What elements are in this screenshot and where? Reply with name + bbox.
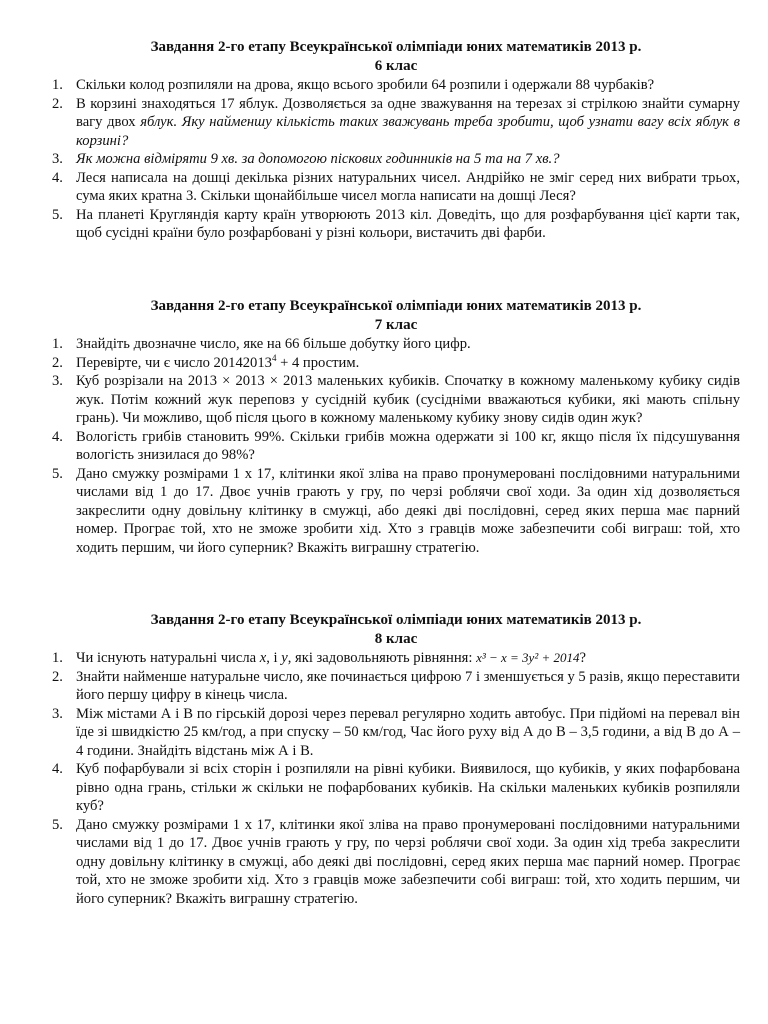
task-list [52,335,740,557]
task-text: В корзині знаходяться 17 яблук. Дозволяється за одне зважування на терезах зі стрілкою знайти сумарну вагу двох [76,95,740,130]
task-item [52,372,740,428]
grade-heading: 7 клас [374,317,418,333]
task-text: Леся написала на дошці декілька різних натуральних чисел. Андрійко не зміг серед них вибрати трьох, сума яких кратна 3. Скільки щонайбільше чисел могла написати на дошці Леся? [76,169,740,204]
task-text: Знайдіть двозначне число, яке на 66 більше добутку його цифр. [76,336,471,352]
task-text: Скільки колод розпиляли на дрова, якщо всього зробили 64 розпили і одержали 88 чурбаків? [76,77,655,93]
task-text: , і [266,650,282,666]
task-number: 5. [52,816,63,833]
task-text: Дано смужку розмірами 1 х 17, клітинки якої зліва на право пронумеровані послідовними натуральними числами від 1 до 17. Двоє учнів грають у гру, по черзі роблячи свої ходи. За один хід треба закреслити одну довільну клітинку в смужці, або деякі дві послідовні, серед яких перша має парний номер. Програє той, хто не зможе зробити хід. Хто з гравців може забезпечити собі виграш: той, хто ходить першим, чи його суперник? Вкажіть виграшну стратегію. [76,816,740,907]
task-list [52,76,740,243]
task-number: 2. [52,354,63,371]
task-text: Дано смужку розмірами 1 х 17, клітинки якої зліва на право пронумеровані послідовними натуральними числами від 1 до 17. Двоє учнів грають у гру, по черзі роблячи свої ходи. За один хід дозволяється закреслити одну довільну клітинку в смужці, або деякі дві послідовні, серед яких перша має парний номер. Програє той, хто не зможе зробити хід. Хто з гравців може забезпечити собі виграш: той, хто ходить першим, чи його суперник? Вкажіть виграшну стратегію. [76,465,740,556]
task-number: 4. [52,169,63,186]
task-text: Куб пофарбували зі всіх сторін і розпиляли на рівні кубики. Виявилося, що кубиків, у яких пофарбована рівно одна грань, стільки ж скільки не пофарбованих кубиків. На скільки маленьких кубиків розпиляли куб? [76,761,740,814]
task-item [52,705,740,761]
task-item [52,428,740,465]
section-title: Завдання 2-го етапу Всеукраїнської олімпіади юних математиків 2013 р. [150,298,642,314]
grade-heading: 8 клас [374,631,418,647]
task-text: Між містами А і В по гірській дорозі через перевал регулярно ходить автобус. При підйомі на перевал він їде зі швидкістю 25 км/год, а при спуску – 50 км/год, Час його руху від А до В – 3,5 години, а від В до А – 4 години. Знайдіть відстань між А і В. [76,705,740,759]
variable-x: x [259,650,267,666]
task-text: Перевірте, чи є число 20142013 [76,354,272,371]
task-item [52,816,740,909]
section-grade-8 [52,611,740,908]
task-item [52,150,740,169]
task-item [52,76,740,95]
exponent: 4 [271,352,277,363]
task-number: 3. [52,151,63,167]
section-grade-6 [52,38,740,243]
task-text: + 4 простим. [276,354,360,371]
task-number: 4. [52,428,63,445]
variable-y: y [281,650,288,666]
task-text: , які задовольняють рівняння: [287,650,477,666]
task-text: ? [579,650,586,666]
task-item [52,95,740,151]
task-item [52,668,740,705]
task-item [52,206,740,243]
task-list [52,649,740,908]
task-number: 2. [52,95,63,112]
section-grade-7 [52,297,740,557]
task-number: 4. [52,761,63,777]
task-number: 1. [52,336,63,352]
equation: x³ − x = 3y² + 2014 [476,650,580,665]
task-item [52,649,740,668]
task-text: Вологість грибів становить 99%. Скільки грибів можна одержати зі 100 кг, якщо після їх підсушування вологість знизилася до 98%? [76,428,740,463]
section-title: Завдання 2-го етапу Всеукраїнської олімпіади юних математиків 2013 р. [150,39,642,55]
task-text: На планеті Кругляндія карту країн утворюють 2013 кіл. Доведіть, що для розфарбування цієї карти так, щоб сусідні країни було розфарбовані у різні кольори, вистачить дві фарби. [76,206,740,241]
task-number: 3. [52,705,63,722]
task-text-italic: Як можна відміряти 9 хв. за допомогою піскових годинників на 5 та на 7 хв.? [76,151,560,167]
task-text-italic: яблук. Яку найменшу кількість таких зважувань треба зробити, щоб узнати вагу всіх яблук в корзині? [76,114,740,149]
task-number: 5. [52,206,63,223]
task-item [52,335,740,354]
task-item [52,354,740,373]
task-number: 1. [52,77,63,93]
grade-heading: 6 клас [374,58,418,74]
section-title: Завдання 2-го етапу Всеукраїнської олімпіади юних математиків 2013 р. [150,612,642,628]
task-number: 5. [52,465,63,482]
task-text: Чи існують натуральні числа [76,650,260,666]
task-text: Куб розрізали на 2013 × 2013 × 2013 маленьких кубиків. Спочатку в кожному маленькому кубику сидів жук. Потім кожний жук переповз у сусідній кубик (сусідніми вважаються кубики, які мають спільну грань). Чи можливо, щоб після цього в кожному маленькому кубику знову сидів один жук? [76,373,740,426]
task-number: 3. [52,373,63,389]
task-number: 1. [52,650,63,666]
task-item [52,760,740,816]
task-text: Знайти найменше натуральне число, яке починається цифрою 7 і зменшується у 5 разів, якщо переставити його першу цифру в кінець числа. [76,668,740,703]
task-item [52,465,740,558]
task-number: 2. [52,668,63,685]
task-item [52,169,740,206]
